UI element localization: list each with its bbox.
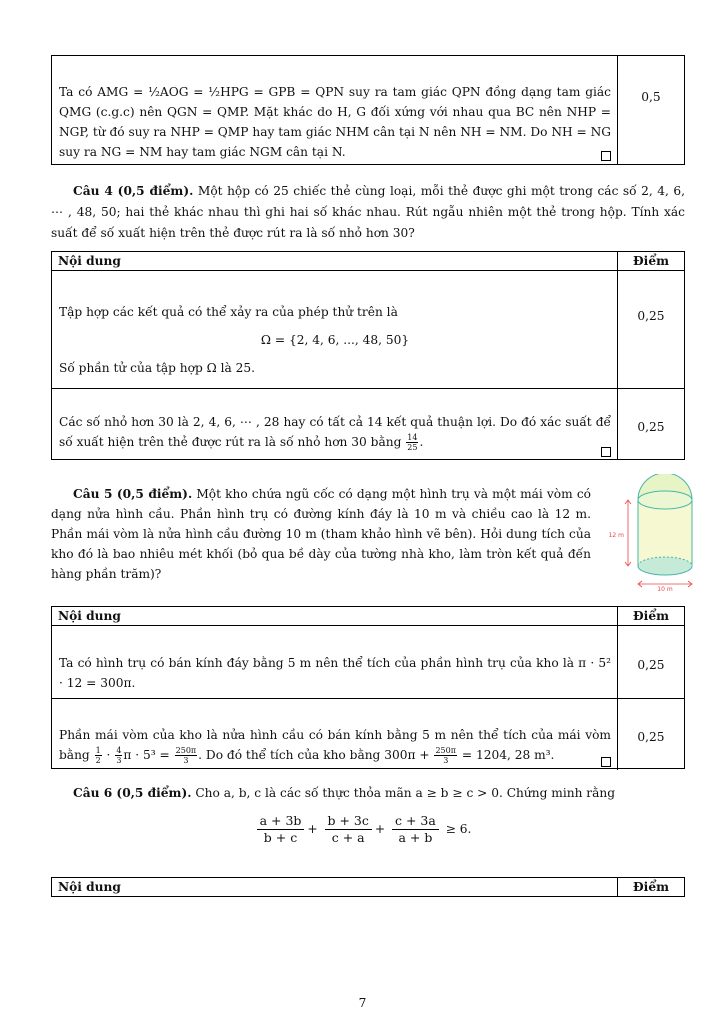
fraction (325, 813, 372, 846)
numerator: c + 3a (392, 813, 439, 830)
denominator: c + a (331, 830, 365, 845)
header-content: Nội dung (58, 880, 121, 894)
solution-text (52, 56, 617, 164)
denominator: 25 (407, 443, 418, 452)
qed-box-icon (601, 757, 611, 767)
inequality: $\frac{a + 3b}{b + c}$ + $\frac{b + 3c}{c + a}$ + $\frac{c + 3a}{a + b}$ ≥ 6. (0, 813, 725, 846)
question-text: Một hộp có 25 chiếc thẻ cùng loại, mỗi thẻ được ghi một trong các số 2, 4, 6, ⋯ , 48, 50; hai thẻ khác nhau thì ghi hai số khác nhau. Rút ngẫu nhiên một thẻ trong hộp. Tính xác suất để số xuất hiện trên thẻ được rút ra là số nhỏ hơn 30? (51, 184, 686, 240)
silo-figure (606, 474, 706, 596)
header-score: Điểm (617, 252, 684, 270)
header-content: Nội dung (58, 254, 121, 268)
solution-line: Số phần tử của tập hợp Ω là 25. (59, 361, 256, 375)
table-row (52, 270, 684, 388)
solution-cell: Phần mái vòm của kho là nửa hình cầu có bán kính bằng 5 m nên thể tích của mái vòm bằng $\frac{1}{2}$ · $\frac{4}{3}$ π · 5³ = $\frac{250\pi}{3}$ . Do đó thể tích của kho bằng 300π + $\frac{250\pi}{3}$ = 1204, 28 m³. (59, 728, 611, 765)
header-score: Điểm (617, 607, 684, 625)
fraction: $\frac{250\pi}{3}$ (435, 746, 456, 765)
solution-text: . Do đó thể tích của kho bằng 300π + (198, 748, 430, 762)
question-4 (51, 181, 685, 244)
question-label: Câu 4 (0,5 điểm). (73, 184, 194, 198)
qed-box-icon (601, 151, 611, 161)
question-5 (51, 484, 591, 584)
score-cell: 0,25 (617, 389, 684, 460)
fraction (257, 813, 305, 846)
score-cell: 0,25 (617, 699, 684, 770)
table-header (52, 878, 684, 896)
score-cell: 0,25 (617, 271, 684, 388)
solution-cell: Các số nhỏ hơn 30 là 2, 4, 6, ⋯ , 28 hay có tất cả 14 kết quả thuận lợi. Do đó xác suất để số xuất hiện trên thẻ được rút ra là số nhỏ hơn 30 bằng $\frac{14}{25}$ . (52, 389, 617, 460)
bottom-ellipse-front (638, 566, 692, 575)
header-content: Nội dung (58, 609, 121, 623)
fraction (392, 813, 439, 846)
solution-text: Các số nhỏ hơn 30 là 2, 4, 6, ⋯ , 28 hay có tất cả 14 kết quả thuận lợi. Do đó xác suất để số xuất hiện trên thẻ được rút ra là số nhỏ hơn 30 bằng (59, 415, 611, 449)
question-6 (51, 784, 685, 804)
page-number: 7 (358, 996, 367, 1010)
formula: Ω = {2, 4, 6, ..., 48, 50} (260, 333, 410, 347)
question-text: Một kho chứa ngũ cốc có dạng một hình trụ và một mái vòm có dạng nửa hình cầu. Phần hình trụ có đường kính đáy là 10 m và chiều cao là 12 m. Phần mái vòm là nửa hình cầu đường 10 m (tham khảo hình vẽ bên). Hỏi dung tích của kho đó là bao nhiêu mét khối (bỏ qua bề dày của tường nhà kho, làm tròn kết quả đến hàng phần trăm)? (51, 487, 591, 581)
solution-table-q5 (51, 606, 685, 769)
solution-text: Phần mái vòm của kho là nửa hình cầu có bán kính bằng 5 m nên thể tích của mái vòm bằng (59, 728, 611, 762)
table-row (52, 698, 684, 770)
solution-cell: Ta có hình trụ có bán kính đáy bằng 5 m nên thể tích của phần hình trụ của kho là π · 5² · 12 = 300π. (59, 656, 611, 690)
solution-table-q4 (51, 251, 685, 460)
solution-table-prev (51, 55, 685, 165)
inequality-rhs: ≥ 6. (445, 822, 472, 836)
question-text: Cho a, b, c là các số thực thỏa mãn a ≥ b ≥ c > 0. Chứng minh rằng (195, 786, 616, 800)
cylinder-body (638, 500, 692, 566)
question-label: Câu 6 (0,5 điểm). (73, 786, 192, 800)
height-label: 12 m (608, 532, 624, 539)
top-ellipse (638, 491, 692, 509)
denominator: b + c (263, 830, 298, 845)
solution-line: Tập hợp các kết quả có thể xảy ra của phép thử trên là (59, 305, 398, 319)
solution-paragraph: Ta có AMG = ½AOG = ½HPG = GPB = QPN suy ra tam giác QPN đồng dạng tam giác QMG (c.g.c) nên QGN = QMP. Mặt khác do H, G đối xứng với nhau qua BC nên NHP = NGP, từ đó suy ra NHP = QMP hay tam giác NHM cân tại N nên NH = NM. Do NH = NG suy ra NG = NM hay tam giác NGM cân tại N. (59, 85, 611, 159)
solution-table-q6 (51, 877, 685, 897)
table-header (52, 607, 684, 625)
score-cell: 0,25 (617, 626, 684, 698)
solution-cell (52, 271, 617, 388)
table-row (52, 625, 684, 698)
fraction (406, 433, 418, 452)
numerator: a + 3b (257, 813, 305, 830)
qed-box-icon (601, 447, 611, 457)
table-row (52, 56, 684, 164)
score-cell: 0,5 (617, 56, 684, 164)
table-header (52, 252, 684, 270)
denominator: a + b (398, 830, 433, 845)
numerator: b + 3c (325, 813, 372, 830)
table-row (52, 388, 684, 460)
fraction: $\frac{4}{3}$ (116, 746, 122, 765)
fraction: $\frac{1}{2}$ (95, 746, 101, 765)
fraction: $\frac{250\pi}{3}$ (175, 746, 197, 765)
width-label: 10 m (657, 586, 673, 593)
solution-text: = 1204, 28 m³. (461, 748, 555, 762)
question-label: Câu 5 (0,5 điểm). (73, 487, 193, 501)
numerator: 14 (407, 433, 418, 442)
header-score: Điểm (617, 878, 684, 896)
